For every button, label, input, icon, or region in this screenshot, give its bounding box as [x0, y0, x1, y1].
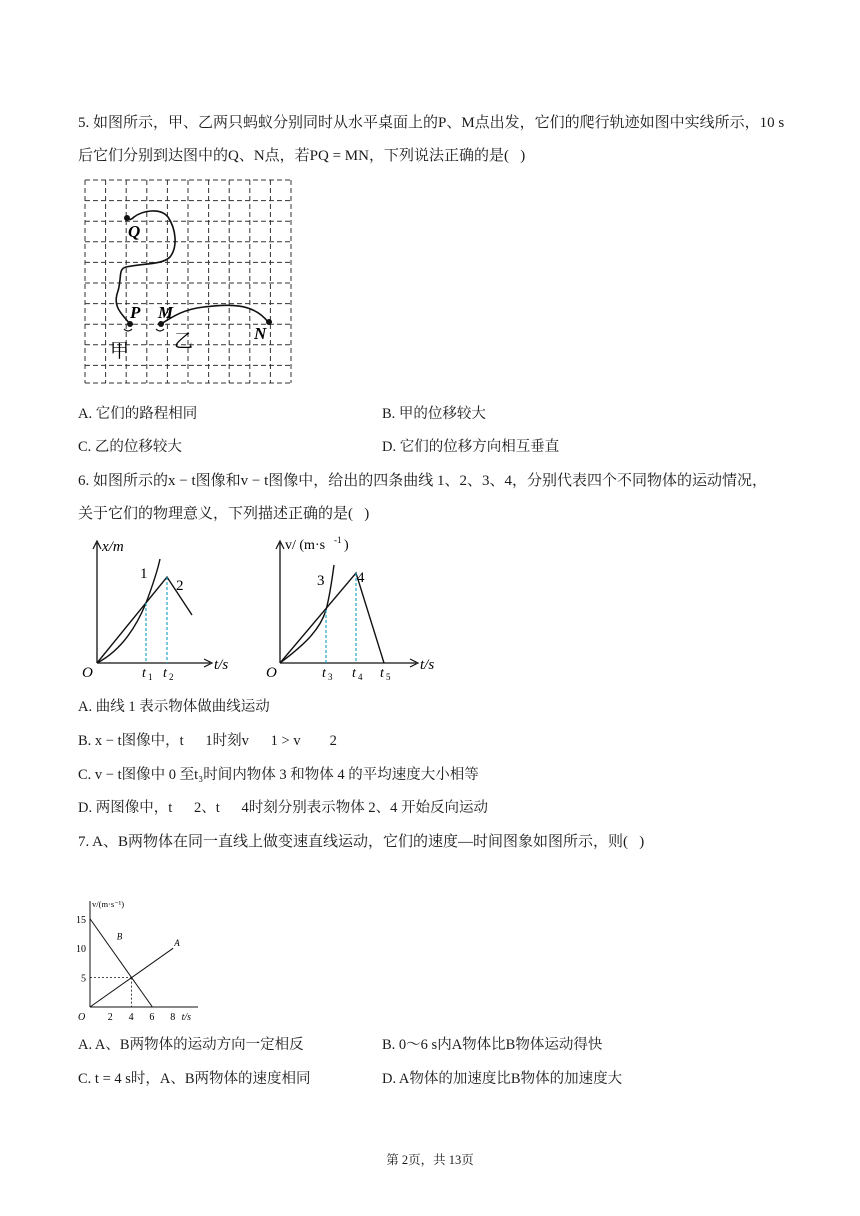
point-n-dot: [266, 319, 272, 325]
y-tick-label-5: 5: [81, 973, 86, 985]
q6-stem-line2: 关于它们的物理意义，下列描述正确的是( ): [78, 506, 370, 522]
curve-3: [280, 565, 334, 663]
x-tick-label-2: 2: [107, 1012, 113, 1023]
label-q: Q: [128, 222, 141, 241]
xlabel: t/s: [214, 657, 229, 673]
t2-label: t: [163, 666, 167, 681]
t4-label: t: [352, 666, 356, 681]
label-jia: 甲: [110, 341, 130, 362]
label-yi: 乙: [174, 331, 194, 352]
ylabel: v/ (m·s: [285, 538, 326, 553]
ylabel-end: ): [344, 538, 349, 553]
q5-option-b[interactable]: B. 甲的位移较大: [382, 406, 486, 422]
label-p: P: [130, 303, 141, 322]
y-tick-label-10: 10: [76, 944, 86, 956]
x-tick-label-8: 8: [170, 1012, 176, 1023]
q7-stem-line1: 7. A、B两物体在同一直线上做变速直线运动，它们的速度—时间图象如图所示，则( ): [78, 834, 645, 850]
curve-1: [97, 559, 160, 663]
origin-label: O: [82, 665, 93, 681]
curve-4-label: 4: [357, 570, 365, 586]
t5-sub: 5: [386, 672, 391, 682]
t1-sub: 1: [148, 672, 153, 682]
curve-3-label: 3: [317, 573, 325, 589]
q6-vt-graph: [266, 535, 456, 683]
curve-2-label: 2: [176, 578, 184, 594]
ant-yi-path: [161, 305, 268, 324]
series-label-B: B: [116, 931, 123, 942]
origin-label: O: [78, 1012, 86, 1023]
series-label-A: A: [174, 938, 180, 949]
t3-label: t: [322, 666, 326, 681]
t1-label: t: [142, 666, 146, 681]
ylabel-sup: -1: [334, 535, 342, 545]
x-axis-label: t/s: [181, 1012, 192, 1023]
point-q-dot: [124, 215, 130, 221]
label-m: M: [158, 303, 174, 322]
q5-option-c[interactable]: C. 乙的位移较大: [78, 439, 182, 455]
curve-4: [280, 573, 384, 663]
t2-sub: 2: [169, 672, 174, 682]
q6-option-d[interactable]: D. 两图像中，t 2、t 4时刻分别表示物体 2、4 开始反向运动: [78, 800, 489, 816]
y-axis-label: v/(m·s⁻¹): [92, 899, 125, 909]
q5-option-a[interactable]: A. 它们的路程相同: [78, 406, 198, 422]
ylabel: x/m: [102, 539, 124, 555]
ant-icon: [124, 329, 164, 331]
y-tick-label-15: 15: [76, 914, 86, 926]
xlabel: t/s: [420, 657, 435, 673]
page-footer: 第 2页，共 13页: [386, 1153, 474, 1167]
x-tick-label-6: 6: [149, 1012, 155, 1023]
q5-stem-line1: 5. 如图所示，甲、乙两只蚂蚁分别同时从水平桌面上的P、M点出发，它们的爬行轨迹如图中实线所示，10 s: [78, 115, 785, 131]
t4-sub: 4: [358, 672, 363, 682]
q7-option-a[interactable]: A. A、B两物体的运动方向一定相反: [78, 1037, 304, 1053]
q7-option-d[interactable]: D. A物体的加速度比B物体的加速度大: [382, 1071, 623, 1087]
t5-label: t: [380, 666, 384, 681]
q5-stem-line2: 后它们分别到达图中的Q、N点，若PQ = MN，下列说法正确的是( ): [78, 148, 526, 164]
label-n: N: [254, 324, 267, 343]
q6-option-b[interactable]: B. x − t图像中，t 1时刻v 1 > v 2: [78, 733, 337, 749]
origin-label: O: [266, 665, 277, 681]
q6-stem-line1: 6. 如图所示的x − t图像和v − t图像中，给出的四条曲线 1、2、3、4，分别代表四个不同物体的运动情况，: [78, 473, 768, 489]
q5-ant-grid-figure: [84, 179, 294, 385]
q7-option-b[interactable]: B. 0～6 s内A物体比B物体运动得快: [382, 1037, 603, 1053]
t3-sub: 3: [328, 672, 333, 682]
q5-option-d[interactable]: D. 它们的位移方向相互垂直: [382, 439, 560, 455]
curve-1-label: 1: [140, 566, 148, 582]
q6-option-a[interactable]: A. 曲线 1 表示物体做曲线运动: [78, 699, 270, 715]
q7-velocity-time-chart: [74, 893, 204, 1023]
q6-xt-graph: [82, 535, 252, 683]
x-tick-label-4: 4: [128, 1012, 134, 1023]
q7-option-c[interactable]: C. t = 4 s时，A、B两物体的速度相同: [78, 1071, 311, 1087]
q6-option-c[interactable]: C. v − t图像中 0 至t₃时间内物体 3 和物体 4 的平均速度大小相等: [78, 767, 479, 783]
